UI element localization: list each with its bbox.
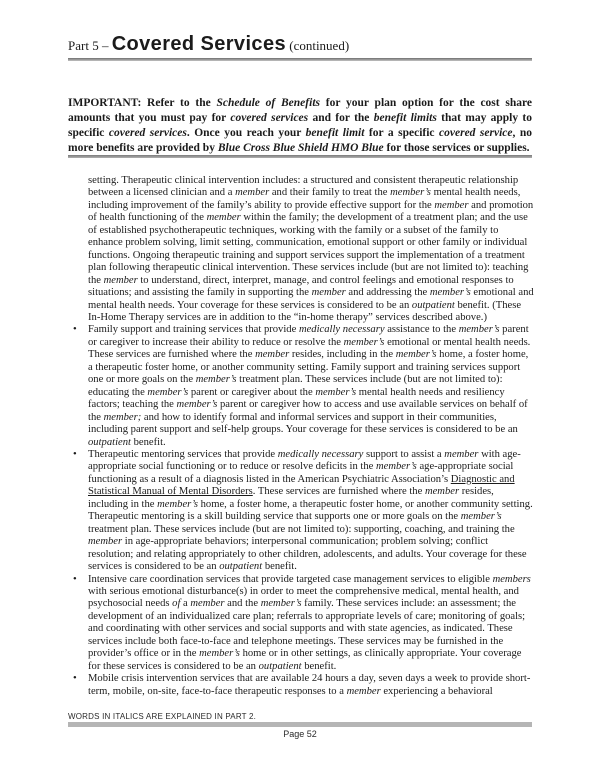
bullet-icon: • xyxy=(73,573,77,585)
bullet-text: Mobile crisis intervention services that are available 24 hours a day, seven days a week to provide short-term, mobile, on-site, face-to-face therapeutic responses to a member experiencing a behavioral xyxy=(88,673,531,697)
italics-note: WORDS IN ITALICS ARE EXPLAINED IN PART 2. xyxy=(68,712,257,721)
continued-label: (continued) xyxy=(285,38,350,53)
bullet-icon: • xyxy=(73,448,77,460)
body-text xyxy=(73,175,534,698)
section-heading xyxy=(68,33,532,56)
notice-rule xyxy=(68,155,532,158)
bullet-item xyxy=(73,573,534,674)
bullet-icon: • xyxy=(73,324,77,336)
bullet-item xyxy=(73,324,534,449)
bullet-item xyxy=(73,448,534,574)
page-number: Page 52 xyxy=(283,729,317,739)
intro-paragraph: setting. Therapeutic clinical intervention includes: a structured and consistent therapeutic relationship between a licensed clinician and a member and their family to treat the member’s mental health needs, including improvement of the family’s ability to provide effective support for the member and promotion of health functioning of the member within the family; the development of a treatment plan; and the use of established psychotherapeutic techniques, working with the family or a subset of the family to enhance problem solving, limit setting, communication, emotional support or other family or individual functions. Ongoing therapeutic training and support services support the implementation of a treatment plan following therapeutic clinical intervention. These services include (but are not limited to): teaching the member to understand, direct, interpret, manage, and control feelings and emotional responses to situations; and assisting the family in supporting the member and addressing the member’s emotional and mental health needs. Your coverage for these services is considered to be an outpatient benefit. (These In-Home Therapy services are in addition to the “in-home therapy” services described above.) xyxy=(88,175,534,323)
part-label: Part 5 – xyxy=(68,38,112,53)
bullet-list xyxy=(73,324,534,698)
bullet-text: Family support and training services that provide medically necessary assistance to the member’s parent or caregiver to increase their ability to reduce or resolve the member’s emotional or mental health needs. These services are furnished where the member resides, including in the member’s home, a foster home, a therapeutic foster home, or another community setting. Family support and training services support one or more goals on the member’s treatment plan. These services include (but are not limited to): educating the member’s parent or caregiver about the member’s mental health needs and resiliency factors; teaching the member’s parent or caregiver how to access and use available services on behalf of the member; and how to identify formal and informal services and support in their communities, including parent support and self-help groups. Your coverage for these services is considered to be an outpatient benefit. xyxy=(88,324,531,448)
header-rule xyxy=(68,58,532,61)
bullet-text: Therapeutic mentoring services that provide medically necessary support to assist a member with age-appropriate social functioning or to reduce or resolve deficits in the member’s age-appropriate social functioning as a result of a diagnosis listed in the American Psychiatric Association’s Diagnostic and Statistical Manual of Mental Disorders. These services are furnished where the member resides, including in the member’s home, a foster home, a therapeutic foster home, or another community setting. Therapeutic mentoring is a skill building service that supports one or more goals on the member’s treatment plan. These services include (but are not limited to): supporting, coaching, and training the member in age-appropriate behaviors; interpersonal communication; problem solving; conflict resolution; and relating appropriately to other children, adolescents, and adults. Your coverage for these services is considered to be an outpatient benefit. xyxy=(88,448,533,573)
page-header xyxy=(68,33,532,61)
footer-bar xyxy=(68,722,532,727)
section-title: Covered Services xyxy=(111,33,286,55)
important-notice: IMPORTANT: Refer to the Schedule of Benefits for your plan option for the cost share amounts that you must pay for covered services and for the benefit limits that may apply to specific covered services. Once you reach your benefit limit for a specific covered service, no more benefits are provided by Blue Cross Blue Shield HMO Blue for those services or supplies. xyxy=(68,96,533,154)
bullet-item xyxy=(73,673,534,698)
bullet-text: Intensive care coordination services that provide targeted case management services to eligible members with serious emotional disturbance(s) in order to meet the comprehensive medical, mental health, and psychosocial needs of a member and the member’s family. These services include: an assessment; the development of an individualized care plan; referrals to appropriate levels of care; monitoring of goals; and coordinating with other services and social supports and with state agencies, as indicated. These services include both face-to-face and telephone meetings. These services may be furnished in the provider’s office or in the member’s home or in other settings, as clinically appropriate. Your coverage for these services is considered to be an outpatient benefit. xyxy=(88,573,531,672)
bullet-icon: • xyxy=(73,673,77,685)
